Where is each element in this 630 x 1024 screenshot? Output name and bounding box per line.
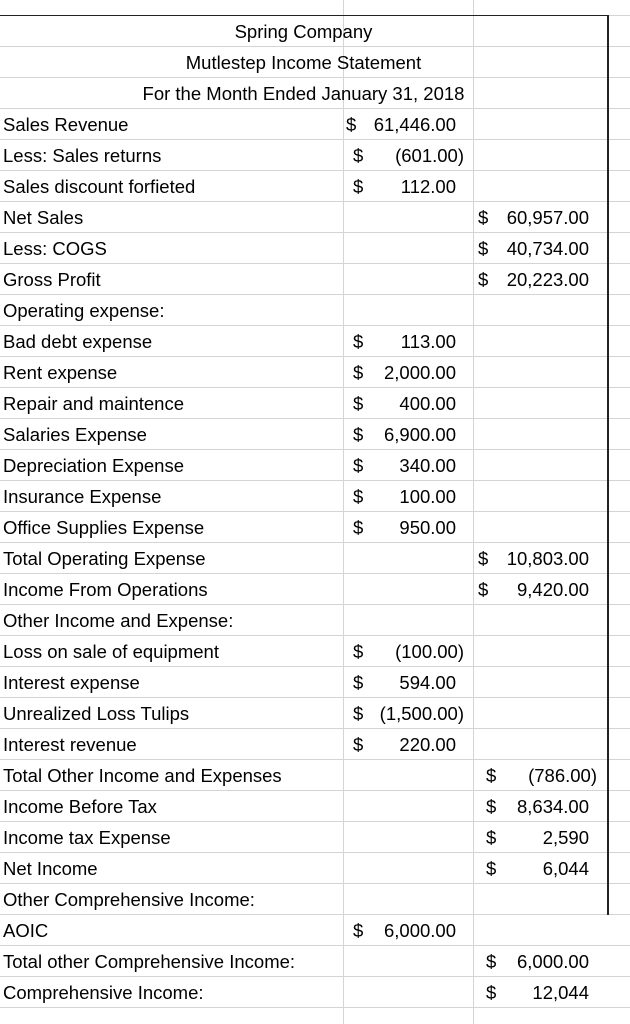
statement-row — [0, 884, 607, 915]
statement-row — [0, 264, 607, 295]
row-label: Total Other Income and Expenses — [3, 765, 282, 786]
currency-symbol: $ — [353, 703, 364, 724]
row-label: Repair and maintence — [3, 393, 184, 414]
statement-row — [0, 202, 607, 233]
currency-symbol: $ — [353, 486, 364, 507]
currency-symbol: $ — [486, 951, 497, 972]
row-label: Office Supplies Expense — [3, 517, 205, 538]
statement-row — [0, 977, 607, 1008]
currency-symbol: $ — [478, 207, 489, 228]
amount-value: 10,803.00 — [506, 548, 589, 569]
statement-row — [0, 574, 607, 605]
currency-symbol: $ — [346, 114, 357, 135]
currency-symbol: $ — [486, 827, 497, 848]
amount-value: (1,500.00) — [379, 703, 464, 724]
row-label: Bad debt expense — [3, 331, 153, 352]
currency-symbol: $ — [486, 982, 497, 1003]
amount-value: (786.00) — [528, 765, 597, 786]
row-label: Operating expense: — [3, 300, 165, 321]
statement-row — [0, 915, 607, 946]
statement-row — [0, 326, 607, 357]
statement-row — [0, 357, 607, 388]
currency-symbol: $ — [478, 579, 489, 600]
row-label: Salaries Expense — [3, 424, 147, 445]
title-row-company — [0, 16, 607, 47]
row-label: Total Operating Expense — [3, 548, 206, 569]
amount-value: 6,044 — [542, 858, 589, 879]
currency-symbol: $ — [353, 734, 364, 755]
currency-symbol: $ — [353, 331, 364, 352]
row-label: Depreciation Expense — [3, 455, 184, 476]
amount-value: 112.00 — [400, 176, 456, 197]
row-label: Total other Comprehensive Income: — [3, 951, 296, 972]
row-label: Income Before Tax — [3, 796, 157, 817]
amount-value: 6,000.00 — [383, 920, 456, 941]
currency-symbol: $ — [353, 641, 364, 662]
currency-symbol: $ — [353, 920, 364, 941]
statement-row — [0, 295, 607, 326]
row-label: Net Income — [3, 858, 98, 879]
amount-value: 60,957.00 — [506, 207, 589, 228]
currency-symbol: $ — [353, 424, 364, 445]
row-label: Unrealized Loss Tulips — [3, 703, 190, 724]
currency-symbol: $ — [353, 455, 364, 476]
statement-row — [0, 140, 607, 171]
statement-row — [0, 946, 607, 977]
row-label: Less: Sales returns — [3, 145, 162, 166]
currency-symbol: $ — [486, 796, 497, 817]
row-label: Net Sales — [3, 207, 84, 228]
amount-value: 950.00 — [399, 517, 456, 538]
amount-value: (100.00) — [395, 641, 464, 662]
amount-value: (601.00) — [395, 145, 464, 166]
statement-row — [0, 636, 607, 667]
statement-row — [0, 388, 607, 419]
statement-row — [0, 543, 607, 574]
row-label: Other Comprehensive Income: — [3, 889, 255, 910]
amount-value: 340.00 — [399, 455, 456, 476]
row-label: Loss on sale of equipment — [3, 641, 219, 662]
statement-row — [0, 853, 607, 884]
currency-symbol: $ — [353, 517, 364, 538]
statement-row — [0, 512, 607, 543]
amount-value: 61,446.00 — [373, 114, 456, 135]
currency-symbol: $ — [478, 548, 489, 569]
statement-row — [0, 791, 607, 822]
amount-value: 400.00 — [399, 393, 456, 414]
statement-row — [0, 109, 607, 140]
title-row-period — [0, 78, 607, 109]
currency-symbol: $ — [478, 238, 489, 259]
row-label: Income tax Expense — [3, 827, 171, 848]
statement-row — [0, 419, 607, 450]
row-label: Gross Profit — [3, 269, 101, 290]
sheet-right-border — [607, 15, 609, 915]
company-title: Spring Company — [234, 21, 373, 42]
amount-value: 20,223.00 — [506, 269, 589, 290]
statement-row — [0, 822, 607, 853]
row-label: Other Income and Expense: — [3, 610, 234, 631]
statement-row — [0, 605, 607, 636]
currency-symbol: $ — [486, 858, 497, 879]
amount-value: 40,734.00 — [506, 238, 589, 259]
row-label: Rent expense — [3, 362, 118, 383]
row-label: Less: COGS — [3, 238, 107, 259]
period-title: For the Month Ended January 31, 2018 — [142, 83, 465, 104]
statement-row — [0, 233, 607, 264]
row-label: Interest revenue — [3, 734, 137, 755]
row-label: Income From Operations — [3, 579, 208, 600]
amount-value: 220.00 — [399, 734, 456, 755]
currency-symbol: $ — [478, 269, 489, 290]
statement-row — [0, 667, 607, 698]
amount-value: 2,590 — [542, 827, 589, 848]
amount-value: 100.00 — [399, 486, 456, 507]
statement-row — [0, 481, 607, 512]
title-row-statement — [0, 47, 607, 78]
row-label: Insurance Expense — [3, 486, 162, 507]
amount-value: 8,634.00 — [516, 796, 589, 817]
statement-row — [0, 450, 607, 481]
currency-symbol: $ — [353, 145, 364, 166]
statement-row — [0, 698, 607, 729]
currency-symbol: $ — [486, 765, 497, 786]
amount-value: 594.00 — [399, 672, 456, 693]
statement-row — [0, 729, 607, 760]
statement-title: Mutlestep Income Statement — [185, 52, 422, 73]
row-label: AOIC — [3, 920, 49, 941]
row-label: Interest expense — [3, 672, 140, 693]
amount-value: 2,000.00 — [383, 362, 456, 383]
amount-value: 6,000.00 — [516, 951, 589, 972]
amount-value: 6,900.00 — [383, 424, 456, 445]
amount-value: 113.00 — [400, 331, 456, 352]
currency-symbol: $ — [353, 176, 364, 197]
amount-value: 12,044 — [532, 982, 589, 1003]
row-label: Sales Revenue — [3, 114, 129, 135]
statement-row — [0, 760, 607, 791]
statement-row — [0, 171, 607, 202]
currency-symbol: $ — [353, 393, 364, 414]
currency-symbol: $ — [353, 362, 364, 383]
currency-symbol: $ — [353, 672, 364, 693]
amount-value: 9,420.00 — [516, 579, 589, 600]
row-label: Comprehensive Income: — [3, 982, 204, 1003]
row-label: Sales discount forfieted — [3, 176, 196, 197]
